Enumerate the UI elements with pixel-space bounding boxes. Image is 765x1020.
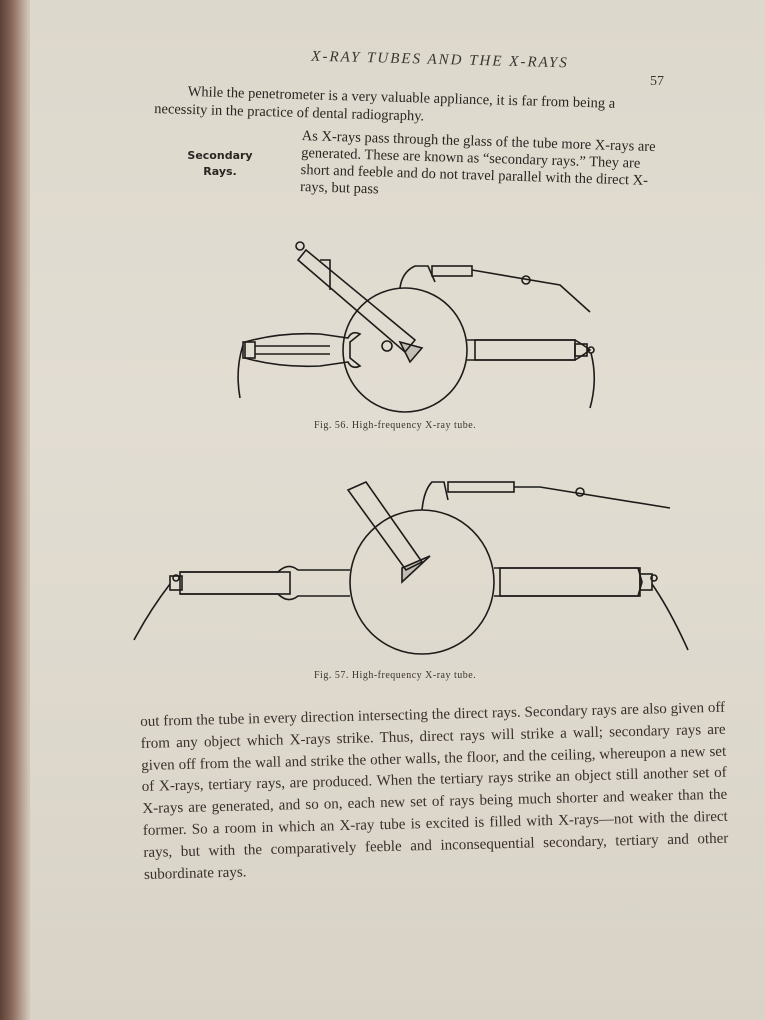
figure-57 xyxy=(30,470,765,690)
page-number: 57 xyxy=(650,74,664,89)
xray-tube-illustration-fig56 xyxy=(30,230,765,430)
figure-57-caption: Fig. 57. High-frequency X-ray tube. xyxy=(314,670,477,681)
secondary-rays-paragraph: As X-rays pass through the glass of the tube more X-rays are generated. These are known as “secondary rays.” They are short and feeble and do not travel parallel with the direct X-rays, but pass xyxy=(299,128,656,198)
figure-56 xyxy=(30,230,765,440)
figure-56-caption: Fig. 56. High-frequency X-ray tube. xyxy=(314,420,477,431)
sidenote-line-1: Secondary xyxy=(187,149,253,162)
running-head: X-RAY TUBES AND THE X-RAYS xyxy=(311,48,569,72)
sidenote-line-2: Rays. xyxy=(203,165,237,178)
xray-tube-illustration-fig57 xyxy=(30,470,765,670)
sidenote-secondary-rays xyxy=(180,148,260,180)
continuation-paragraph: out from the tube in every direction intersecting the direct rays. Secondary rays are also given off from any object which X-rays strike. Thus, direct rays will strike a wall; secondary rays are given off from the wall and strike the other walls, the floor, and the ceiling, whereupon a new set of X-rays, tertiary rays, are produced. When the tertiary rays strike an object still another set of X-rays are generated, and so on, each new set of rays being much shorter and weaker than the former. So a room in which an X-ray tube is excited is filled with X-rays—not with the direct rays, but with the comparatively feeble and inconsequential secondary, tertiary and other subordinate rays. xyxy=(140,699,729,883)
intro-paragraph: While the penetrometer is a very valuable appliance, it is far from being a necessity in the practice of dental radiography. xyxy=(154,83,616,125)
book-page xyxy=(30,0,765,1020)
